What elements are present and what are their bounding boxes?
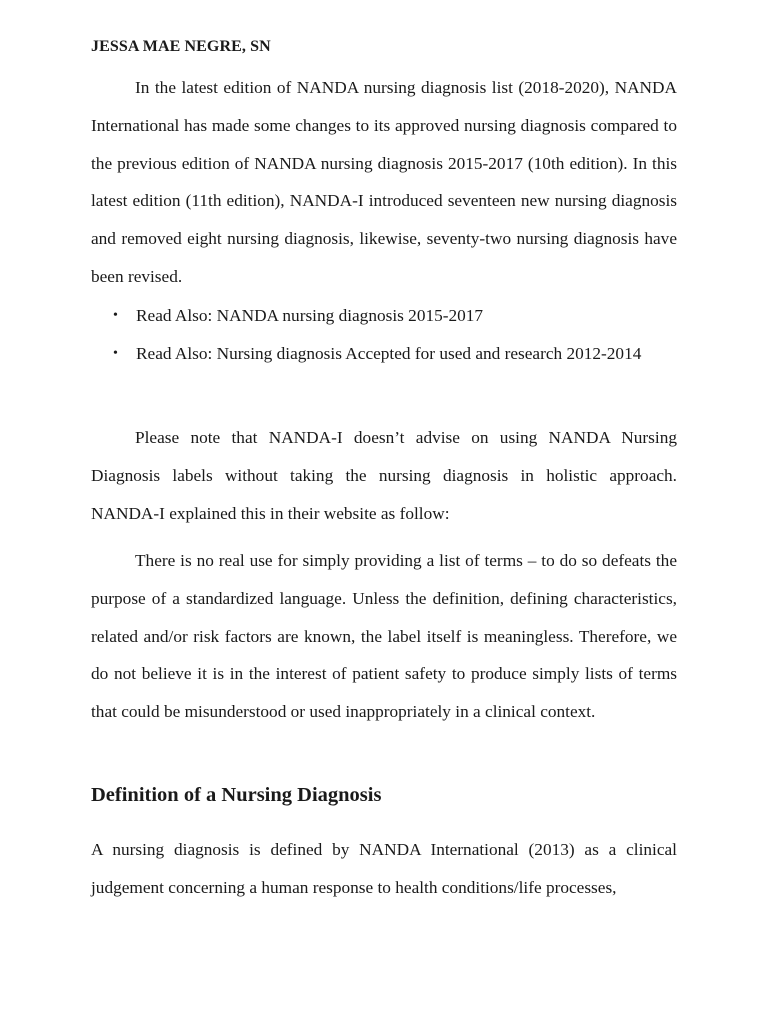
quote-paragraph: There is no real use for simply providing a list of terms – to do so defeats the purpose of a standardized language. Unless the definition, defining characteristics, related and/or risk factors are known, the label itself is meaningless. Therefore, we do not believe it is in the interest of patient safety to produce simply lists of terms that could be misunderstood or used inappropriately in a clinical context.: [91, 551, 677, 722]
read-also-list: [91, 297, 677, 373]
bullet-icon: •: [113, 345, 118, 361]
note-paragraph: Please note that NANDA-I doesn’t advise on using NANDA Nursing Diagnosis labels without taking the nursing diagnosis in holistic approach. NANDA-I explained this in their website as follow:: [91, 428, 677, 523]
list-item-text: Read Also: Nursing diagnosis Accepted for used and research 2012-2014: [136, 343, 642, 363]
list-item: [91, 297, 677, 335]
list-item: [91, 335, 677, 373]
definition-paragraph: A nursing diagnosis is defined by NANDA International (2013) as a clinical judgement concerning a human response to health conditions/life processes,: [91, 840, 677, 897]
section-heading: Definition of a Nursing Diagnosis: [91, 784, 382, 806]
list-item-text: Read Also: NANDA nursing diagnosis 2015-2017: [136, 306, 484, 325]
author-name: JESSA MAE NEGRE, SN: [91, 38, 271, 55]
bullet-icon: •: [113, 308, 118, 323]
intro-paragraph: In the latest edition of NANDA nursing diagnosis list (2018-2020), NANDA International has made some changes to its approved nursing diagnosis compared to the previous edition of NANDA nursing diagnosis 2015-2017 (10th edition). In this latest edition (11th edition), NANDA-I introduced seventeen new nursing diagnosis and removed eight nursing diagnosis, likewise, seventy-two nursing diagnosis have been revised.: [91, 78, 677, 286]
